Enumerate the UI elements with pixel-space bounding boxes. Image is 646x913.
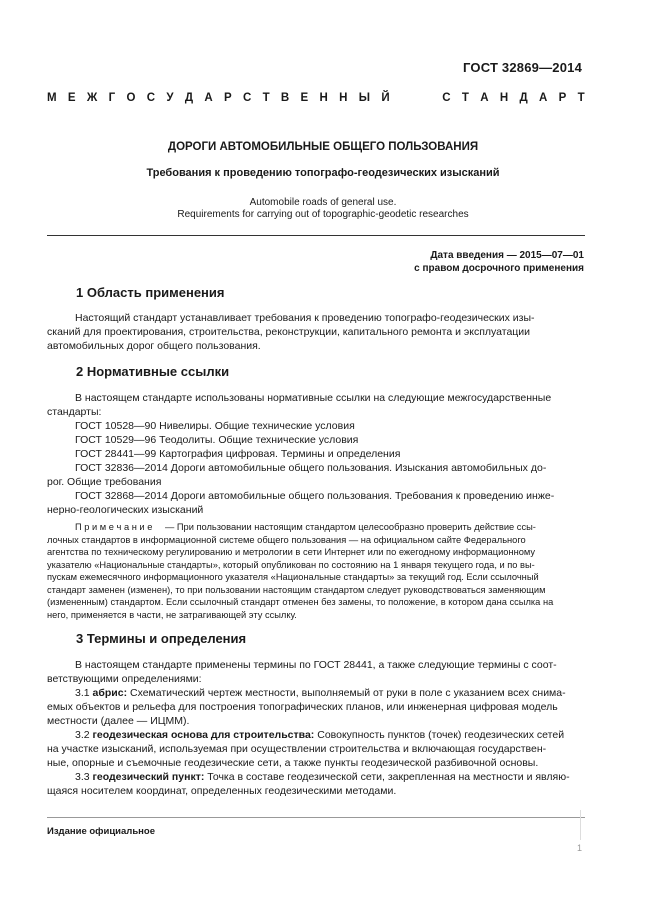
text-line: ные, опорные и съемочные геодезические сети, а также пункты геодезической разбивочной основы.: [47, 757, 539, 769]
text-line: стандарты:: [47, 406, 102, 418]
text-line: В настоящем стандарте использованы нормативные ссылки на следующие межгосударственные: [75, 392, 552, 404]
banner-letter: У: [166, 92, 174, 104]
term-definition: Совокупность пунктов (точек) геодезических сетей: [314, 729, 565, 741]
introduction-date: Дата введения — 2015—07—01: [430, 250, 584, 261]
banner-letter: Е: [300, 92, 309, 104]
note-line: него, применяется в части, не затрагивающей эту ссылку.: [47, 609, 297, 620]
banner-letter: Р: [223, 92, 232, 104]
term-3-3: [75, 771, 570, 785]
banner-letter: Й: [381, 92, 390, 104]
document-subtitle: Требования к проведению топографо-геодезических изысканий: [146, 167, 500, 179]
term-3-1: [75, 687, 566, 701]
reference-item: ГОСТ 10528—90 Нивелиры. Общие технические условия: [75, 420, 355, 432]
term-definition: Точка в составе геодезической сети, закрепленная на местности и являю-: [204, 771, 570, 783]
banner-letter: Т: [577, 92, 585, 104]
text-line: емых объектов и рельефа для построения топографических планов, или инженерная цифровая модель: [47, 701, 558, 713]
term-3-2: [75, 729, 564, 743]
banner-letter: Е: [67, 92, 76, 104]
reference-item: ГОСТ 28441—99 Картография цифровая. Термины и определения: [75, 448, 401, 460]
banner-letter: С: [242, 92, 252, 104]
reference-item: ГОСТ 32836—2014 Дороги автомобильные общего пользования. Изыскания автомобильных до-: [75, 462, 547, 474]
document-title: ДОРОГИ АВТОМОБИЛЬНЫЕ ОБЩЕГО ПОЛЬЗОВАНИЯ: [167, 141, 479, 153]
text-line: В настоящем стандарте применены термины по ГОСТ 28441, а также следующие термины с соот-: [75, 659, 557, 671]
text-line: Настоящий стандарт устанавливает требования к проведению топографо-геодезических изы-: [75, 312, 535, 324]
reference-item: нерно-геологических изысканий: [47, 504, 204, 516]
scope-paragraph: [47, 312, 585, 357]
interstate-standard-banner: [47, 92, 585, 104]
note-line: лочных стандартов в информационной системе общего пользования — на официальном сайте Федерального: [47, 534, 526, 545]
reference-item: ГОСТ 32868—2014 Дороги автомобильные общего пользования. Требования к проведению инже-: [75, 490, 555, 502]
banner-letter: А: [538, 92, 548, 104]
reference-item: рог. Общие требования: [47, 476, 162, 488]
banner-letter: А: [480, 92, 489, 104]
banner-letter: Г: [108, 92, 116, 104]
english-title-line-2: Requirements for carrying out of topographic-geodetic researches: [177, 209, 469, 220]
note-line: (измененным) стандартом. Если ссылочный стандарт отменен без замены, то положение, в котором дана ссылка на: [47, 597, 554, 607]
banner-letter: В: [280, 92, 290, 104]
term-number: 3.1: [75, 687, 90, 699]
banner-letter: Д: [184, 92, 194, 104]
footer-divider: [47, 817, 585, 818]
banner-letter: Н: [319, 92, 328, 104]
note-line: пускам ежемесячного информационного указателя «Национальные стандарты» за текущий год. Если ссылочный: [47, 572, 539, 582]
page-number: 1: [577, 843, 583, 853]
references-list: [47, 392, 585, 517]
english-title-line-1: Automobile roads of general use.: [249, 197, 397, 208]
text-line: на участке изысканий, используемая при осуществлении строительства и включающая государствен-: [47, 743, 547, 755]
banner-letter: Н: [339, 92, 348, 104]
note-line: агентства по техническому регулированию и метрологии в сети Интернет или по ежегодному информационному: [47, 547, 536, 557]
section-heading-scope: 1 Область применения: [76, 285, 225, 300]
banner-letter: А: [204, 92, 213, 104]
term-definition: Схематический чертеж местности, выполняемый от руки в поле с указанием всех снима-: [127, 687, 566, 699]
banner-letter: Р: [558, 92, 567, 104]
banner-letter: М: [47, 92, 57, 104]
introduction-date-block: [414, 249, 584, 275]
term-name: геодезический пункт:: [92, 771, 205, 783]
note-line: — При пользовании настоящим стандартом целесообразно проверить действие ссы-: [165, 522, 536, 532]
early-application-note: с правом досрочного применения: [414, 263, 584, 274]
banner-letter: Н: [499, 92, 509, 104]
text-line: щаяся носителем координат, определенных геодезическими методами.: [47, 785, 397, 797]
title-divider: [47, 235, 585, 236]
term-number: 3.3: [75, 771, 90, 783]
term-number: 3.2: [75, 729, 90, 741]
document-number: ГОСТ 32869—2014: [463, 60, 582, 75]
banner-letter: Т: [262, 92, 270, 104]
text-line: сканий для проектирования, строительства, реконструкции, капитального ремонта и эксплуатации: [47, 326, 531, 338]
term-name: абрис:: [92, 687, 128, 699]
banner-letter: С: [146, 92, 156, 104]
banner-letter: Ы: [358, 92, 371, 104]
note-line: стандарт заменен (изменен), то при пользовании настоящим стандартом следует руководствоваться заменяющим: [47, 584, 546, 595]
margin-line: [580, 810, 581, 840]
term-name: геодезическая основа для строительства:: [92, 729, 315, 741]
banner-letter: Д: [519, 92, 528, 104]
note-label: П р и м е ч а н и е: [75, 522, 153, 532]
section-heading-normative-references: 2 Нормативные ссылки: [76, 364, 230, 379]
text-line: автомобильных дорог общего пользования.: [47, 340, 261, 352]
terms-block: [47, 659, 585, 799]
banner-letter: С: [442, 92, 451, 104]
reference-item: ГОСТ 10529—96 Теодолиты. Общие технические условия: [75, 434, 359, 446]
references-note: [47, 521, 585, 621]
banner-letter: О: [126, 92, 136, 104]
banner-letter: Т: [461, 92, 469, 104]
text-line: ветствующими определениями:: [47, 673, 202, 685]
section-heading-terms: 3 Термины и определения: [76, 631, 247, 646]
note-line: указателю «Национальные стандарты», который опубликован по состоянию на 1 января текущего года, и по вы-: [47, 559, 535, 570]
official-edition-label: Издание официальное: [47, 826, 155, 837]
text-line: местности (далее — ИЦММ).: [47, 715, 190, 727]
banner-gap: [401, 92, 431, 104]
banner-letter: Ж: [86, 92, 98, 104]
